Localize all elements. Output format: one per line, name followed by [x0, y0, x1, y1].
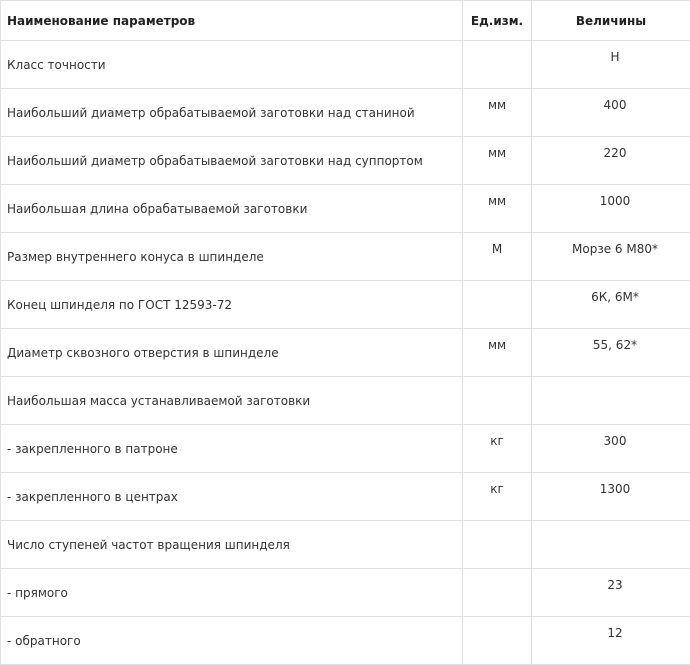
- row-value-text: 23: [607, 578, 622, 592]
- row-unit: [463, 281, 532, 329]
- row-value: [532, 137, 690, 185]
- row-value-text: 400: [604, 98, 627, 112]
- row-unit: мм: [463, 89, 532, 137]
- row-name: - закрепленного в центрах: [1, 473, 463, 521]
- table-row: [1, 617, 690, 665]
- row-unit: [463, 569, 532, 617]
- row-name: - обратного: [1, 617, 463, 665]
- row-value-text: Морзе 6 М80*: [572, 242, 658, 256]
- table-row: [1, 185, 690, 233]
- row-name: Размер внутреннего конуса в шпинделе: [1, 233, 463, 281]
- row-value: [532, 185, 690, 233]
- row-value-text: 1000: [600, 194, 631, 208]
- row-name: Наибольшая длина обрабатываемой заготовки: [1, 185, 463, 233]
- row-unit: кг: [463, 425, 532, 473]
- row-name: - закрепленного в патроне: [1, 425, 463, 473]
- row-name: - прямого: [1, 569, 463, 617]
- row-value: [532, 329, 690, 377]
- row-value: [532, 41, 690, 89]
- row-name: Диаметр сквозного отверстия в шпинделе: [1, 329, 463, 377]
- row-unit: мм: [463, 185, 532, 233]
- row-value: [532, 281, 690, 329]
- table-row: [1, 425, 690, 473]
- row-value: [532, 89, 690, 137]
- table-row: [1, 521, 690, 569]
- row-value-text: Н: [610, 50, 619, 64]
- table-row: [1, 377, 690, 425]
- table-row: [1, 329, 690, 377]
- row-name: Конец шпинделя по ГОСТ 12593-72: [1, 281, 463, 329]
- row-value-text: 12: [607, 626, 622, 640]
- row-value: [532, 425, 690, 473]
- table-header-row: [1, 1, 690, 41]
- row-unit: М: [463, 233, 532, 281]
- table-row: [1, 41, 690, 89]
- row-name: Наибольший диаметр обрабатываемой заготовки над станиной: [1, 89, 463, 137]
- row-value: [532, 233, 690, 281]
- row-value-text: 55, 62*: [593, 338, 637, 352]
- row-value: [532, 617, 690, 665]
- row-unit: мм: [463, 137, 532, 185]
- row-value: [532, 521, 690, 569]
- table-row: [1, 89, 690, 137]
- table-row: [1, 233, 690, 281]
- header-unit: Ед.изм.: [463, 1, 532, 41]
- row-value-text: 300: [604, 434, 627, 448]
- header-name: Наименование параметров: [1, 1, 463, 41]
- row-name: Класс точности: [1, 41, 463, 89]
- row-value-text: 6К, 6М*: [591, 290, 639, 304]
- row-unit: кг: [463, 473, 532, 521]
- row-value: [532, 377, 690, 425]
- table-row: [1, 137, 690, 185]
- row-name: Число ступеней частот вращения шпинделя: [1, 521, 463, 569]
- table-row: [1, 281, 690, 329]
- table-row: [1, 473, 690, 521]
- row-unit: [463, 617, 532, 665]
- row-unit: [463, 521, 532, 569]
- row-unit: [463, 377, 532, 425]
- row-name: Наибольшая масса устанавливаемой заготовки: [1, 377, 463, 425]
- row-value-text: 1300: [600, 482, 631, 496]
- row-value: [532, 569, 690, 617]
- row-value: [532, 473, 690, 521]
- row-value-text: 220: [604, 146, 627, 160]
- row-unit: [463, 41, 532, 89]
- row-name: Наибольший диаметр обрабатываемой заготовки над суппортом: [1, 137, 463, 185]
- header-value: Величины: [532, 1, 690, 41]
- row-unit: мм: [463, 329, 532, 377]
- table-row: [1, 569, 690, 617]
